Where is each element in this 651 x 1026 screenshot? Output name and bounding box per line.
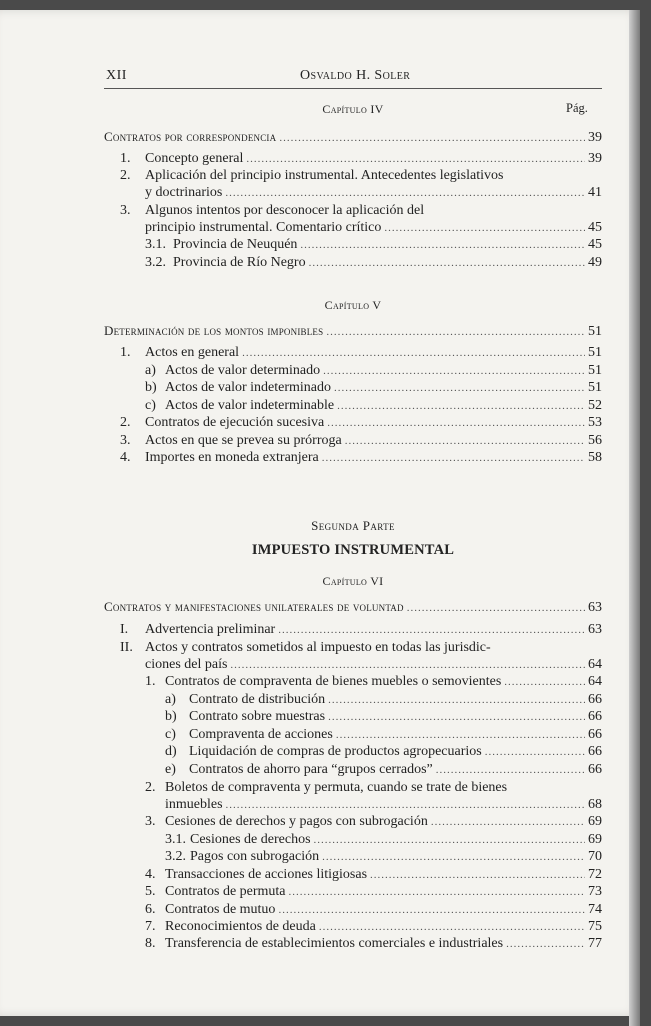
toc-entry[interactable] bbox=[165, 761, 602, 779]
part-title: IMPUESTO INSTRUMENTAL bbox=[251, 542, 455, 558]
dot-leader bbox=[323, 363, 585, 380]
toc-entry-title: Contratos de permuta bbox=[165, 884, 286, 899]
toc-entry-page: 69 bbox=[588, 832, 602, 847]
dot-leader bbox=[319, 919, 585, 936]
toc-entry-continuation[interactable] bbox=[145, 184, 602, 202]
toc-entry[interactable] bbox=[145, 254, 602, 272]
toc-entry-number: b) bbox=[145, 380, 157, 395]
dot-leader bbox=[506, 936, 585, 953]
toc-entry-title: Actos de valor indeterminable bbox=[165, 398, 335, 413]
toc-entry-page: 58 bbox=[588, 450, 602, 465]
toc-entry-title: Actos y contratos sometidos al impuesto en todas las jurisdic- bbox=[145, 640, 491, 655]
toc-entry-continuation[interactable] bbox=[165, 796, 602, 814]
toc-entry-number: 4. bbox=[120, 450, 131, 465]
toc-entry-title: Concepto general bbox=[145, 151, 244, 166]
toc-entry-number: 2. bbox=[120, 168, 131, 183]
toc-section-chapter-4[interactable] bbox=[104, 128, 602, 147]
toc-entry[interactable] bbox=[120, 414, 602, 432]
dot-leader bbox=[289, 884, 585, 901]
toc-entry-title: Provincia de Río Negro bbox=[173, 255, 306, 270]
toc-entry[interactable] bbox=[165, 691, 602, 709]
toc-entry-page: 72 bbox=[588, 867, 602, 882]
toc-entry-page: 74 bbox=[588, 902, 602, 917]
toc-entry-page: 66 bbox=[588, 692, 602, 707]
dot-leader bbox=[226, 797, 585, 814]
dot-leader bbox=[336, 727, 585, 744]
pag-label: Pág. bbox=[566, 101, 588, 115]
dot-leader bbox=[334, 380, 585, 397]
toc-entry-page: 77 bbox=[588, 936, 602, 951]
toc-entry-title: Liquidación de compras de productos agropecuarios bbox=[189, 744, 482, 759]
running-header bbox=[104, 68, 602, 89]
toc-entry-title: y doctrinarios bbox=[145, 185, 223, 200]
toc-entry[interactable] bbox=[145, 362, 602, 380]
toc-entry[interactable] bbox=[145, 779, 602, 796]
toc-entry[interactable] bbox=[120, 202, 602, 219]
toc-entry-page: 39 bbox=[588, 151, 602, 166]
toc-entry-title: Boletos de compraventa y permuta, cuando se trate de bienes bbox=[165, 780, 508, 795]
toc-entry-title: Actos de valor indeterminado bbox=[165, 380, 332, 395]
toc-entry[interactable] bbox=[145, 918, 602, 936]
dot-leader bbox=[328, 692, 585, 709]
toc-entry-number: 3. bbox=[145, 814, 156, 829]
toc-entry-page: 68 bbox=[588, 797, 602, 812]
toc-entry-number: 1. bbox=[145, 674, 156, 689]
chapter-4-label: Capítulo IV bbox=[322, 102, 384, 116]
toc-entry-title: Contrato sobre muestras bbox=[189, 709, 326, 724]
toc-entry-number: 6. bbox=[145, 902, 156, 917]
page-number: XII bbox=[106, 68, 127, 83]
toc-entry-number: 3.2. bbox=[165, 849, 186, 864]
toc-entry-title: Advertencia preliminar bbox=[145, 622, 276, 637]
dot-leader bbox=[327, 415, 585, 432]
toc-entry-title: inmuebles bbox=[165, 797, 223, 812]
part-label: Segunda Parte bbox=[311, 518, 395, 533]
dot-leader bbox=[504, 674, 585, 691]
toc-entry-page: 51 bbox=[588, 345, 602, 360]
toc-entry-title: Contratos de ahorro para “grupos cerrados” bbox=[189, 762, 433, 777]
toc-entry[interactable] bbox=[145, 236, 602, 254]
dot-leader bbox=[322, 849, 585, 866]
toc-entry-page: 41 bbox=[588, 185, 602, 200]
toc-entry[interactable] bbox=[145, 883, 602, 901]
toc-entry[interactable] bbox=[120, 621, 602, 639]
dot-leader bbox=[485, 744, 585, 761]
dot-leader bbox=[326, 324, 585, 341]
dot-leader bbox=[322, 450, 585, 467]
chapter-6-label: Capítulo VI bbox=[322, 574, 384, 588]
toc-entry[interactable] bbox=[145, 379, 602, 397]
toc-section-chapter-5[interactable] bbox=[104, 322, 602, 341]
toc-entry-page: 75 bbox=[588, 919, 602, 934]
toc-entry-title: Compraventa de acciones bbox=[189, 727, 333, 742]
toc-entry-page: 63 bbox=[588, 600, 602, 615]
toc-entry-number: b) bbox=[165, 709, 177, 724]
toc-entry-title: Actos en general bbox=[145, 345, 240, 360]
toc-entry[interactable] bbox=[120, 167, 602, 184]
toc-entry-title: Contratos de ejecución sucesiva bbox=[145, 415, 325, 430]
toc-entry-title: Pagos con subrogación bbox=[190, 849, 320, 864]
dot-leader bbox=[278, 622, 585, 639]
toc-entry[interactable] bbox=[145, 397, 602, 415]
toc-entry-title: Transacciones de acciones litigiosas bbox=[165, 867, 368, 882]
toc-entry-page: 49 bbox=[588, 255, 602, 270]
toc-entry-number: c) bbox=[165, 727, 176, 742]
toc-entry-page: 45 bbox=[588, 237, 602, 252]
toc-entry-title: Provincia de Neuquén bbox=[173, 237, 298, 252]
toc-entry-number: I. bbox=[120, 622, 129, 637]
dot-leader bbox=[407, 600, 585, 617]
toc-entry[interactable] bbox=[120, 150, 602, 168]
toc-entry-title: Actos en que se prevea su prórroga bbox=[145, 433, 342, 448]
toc-entry-page: 64 bbox=[588, 657, 602, 672]
toc-entry[interactable] bbox=[165, 831, 602, 849]
toc-entry-page: 69 bbox=[588, 814, 602, 829]
toc-entry-continuation[interactable] bbox=[145, 219, 602, 237]
dot-leader bbox=[300, 237, 585, 254]
toc-entry[interactable] bbox=[145, 673, 602, 691]
toc-entry[interactable] bbox=[120, 639, 602, 656]
toc-entry[interactable] bbox=[145, 813, 602, 831]
toc-entry-title: Contrato de distribución bbox=[189, 692, 326, 707]
toc-entry-title: Aplicación del principio instrumental. Antecedentes legislativos bbox=[145, 168, 504, 183]
dot-leader bbox=[328, 709, 585, 726]
toc-entry[interactable] bbox=[165, 726, 602, 744]
dot-leader bbox=[279, 130, 585, 147]
toc-entry-title: Transferencia de establecimientos comerciales e industriales bbox=[165, 936, 504, 951]
dot-leader bbox=[246, 151, 585, 168]
toc-entry-page: 66 bbox=[588, 709, 602, 724]
author-name: Osvaldo H. Soler bbox=[300, 68, 411, 83]
toc-entry-title: Contratos y manifestaciones unilaterales de voluntad bbox=[104, 599, 404, 614]
toc-entry-title: ciones del país bbox=[145, 657, 228, 672]
toc-entry[interactable] bbox=[165, 848, 602, 866]
toc-entry[interactable] bbox=[145, 901, 602, 919]
toc-entry-page: 45 bbox=[588, 220, 602, 235]
toc-entry-page: 39 bbox=[588, 130, 602, 145]
toc-entry-title: Algunos intentos por desconocer la aplicación del bbox=[145, 203, 425, 218]
toc-entry-page: 51 bbox=[588, 363, 602, 378]
toc-entry-number: 3.1. bbox=[145, 237, 166, 252]
toc-entry[interactable] bbox=[165, 743, 602, 761]
chapter-5-label: Capítulo V bbox=[324, 298, 382, 312]
toc-entry-number: d) bbox=[165, 744, 177, 759]
toc-entry-page: 51 bbox=[588, 380, 602, 395]
toc-entry-page: 66 bbox=[588, 762, 602, 777]
dot-leader bbox=[278, 902, 585, 919]
toc-entry-title: Contratos de mutuo bbox=[165, 902, 276, 917]
toc-entry-number: 4. bbox=[145, 867, 156, 882]
toc-entry-number: c) bbox=[145, 398, 156, 413]
toc-entry[interactable] bbox=[145, 935, 602, 953]
toc-entry-number: 3.2. bbox=[145, 255, 166, 270]
dot-leader bbox=[242, 345, 585, 362]
toc-entry-page: 66 bbox=[588, 744, 602, 759]
dot-leader bbox=[384, 220, 585, 237]
toc-entry-number: a) bbox=[165, 692, 176, 707]
dot-leader bbox=[436, 762, 585, 779]
toc-entry-number: a) bbox=[145, 363, 156, 378]
toc-entry-number: 3. bbox=[120, 203, 131, 218]
toc-entry-page: 53 bbox=[588, 415, 602, 430]
toc-entry-title: Contratos de compraventa de bienes muebles o semovientes bbox=[165, 674, 502, 689]
toc-entry-title: Reconocimientos de deuda bbox=[165, 919, 316, 934]
toc-entry-title: Determinación de los montos imponibles bbox=[104, 323, 324, 338]
toc-entry-number: 2. bbox=[145, 780, 156, 795]
toc-entry-number: 2. bbox=[120, 415, 131, 430]
toc-entry-title: Actos de valor determinado bbox=[165, 363, 321, 378]
toc-entry-number: 8. bbox=[145, 936, 156, 951]
toc-entry-page: 56 bbox=[588, 433, 602, 448]
toc-entry-page: 64 bbox=[588, 674, 602, 689]
toc-entry-number: e) bbox=[165, 762, 176, 777]
dot-leader bbox=[309, 255, 585, 272]
dot-leader bbox=[225, 185, 585, 202]
toc-entry-number: 1. bbox=[120, 151, 131, 166]
toc-entry-page: 70 bbox=[588, 849, 602, 864]
toc-entry-number: II. bbox=[120, 640, 133, 655]
toc-entry-number: 7. bbox=[145, 919, 156, 934]
toc-entry-title: Cesiones de derechos y pagos con subrogación bbox=[165, 814, 428, 829]
toc-section-chapter-6[interactable] bbox=[104, 598, 602, 617]
toc-entry-continuation[interactable] bbox=[145, 656, 602, 674]
dot-leader bbox=[337, 398, 585, 415]
toc-entry-page: 66 bbox=[588, 727, 602, 742]
page-edge-shadow bbox=[629, 10, 640, 1026]
toc-entry[interactable] bbox=[120, 344, 602, 362]
toc-entry[interactable] bbox=[120, 449, 602, 467]
toc-entry-page: 51 bbox=[588, 324, 602, 339]
toc-entry-page: 73 bbox=[588, 884, 602, 899]
toc-entry[interactable] bbox=[120, 432, 602, 450]
toc-entry-number: 3.1. bbox=[165, 832, 186, 847]
dot-leader bbox=[431, 814, 585, 831]
toc-entry-page: 52 bbox=[588, 398, 602, 413]
toc-entry-number: 1. bbox=[120, 345, 131, 360]
dot-leader bbox=[370, 867, 585, 884]
toc-entry-title: Contratos por correspondencia bbox=[104, 129, 277, 144]
toc-entry[interactable] bbox=[165, 708, 602, 726]
toc-entry[interactable] bbox=[145, 866, 602, 884]
toc-entry-title: principio instrumental. Comentario crítico bbox=[145, 220, 382, 235]
dot-leader bbox=[230, 657, 585, 674]
toc-entry-page: 63 bbox=[588, 622, 602, 637]
toc-entry-title: Importes en moneda extranjera bbox=[145, 450, 319, 465]
dot-leader bbox=[314, 832, 585, 849]
toc-entry-number: 3. bbox=[120, 433, 131, 448]
toc-entry-number: 5. bbox=[145, 884, 156, 899]
toc-entry-title: Cesiones de derechos bbox=[190, 832, 311, 847]
dot-leader bbox=[345, 433, 585, 450]
